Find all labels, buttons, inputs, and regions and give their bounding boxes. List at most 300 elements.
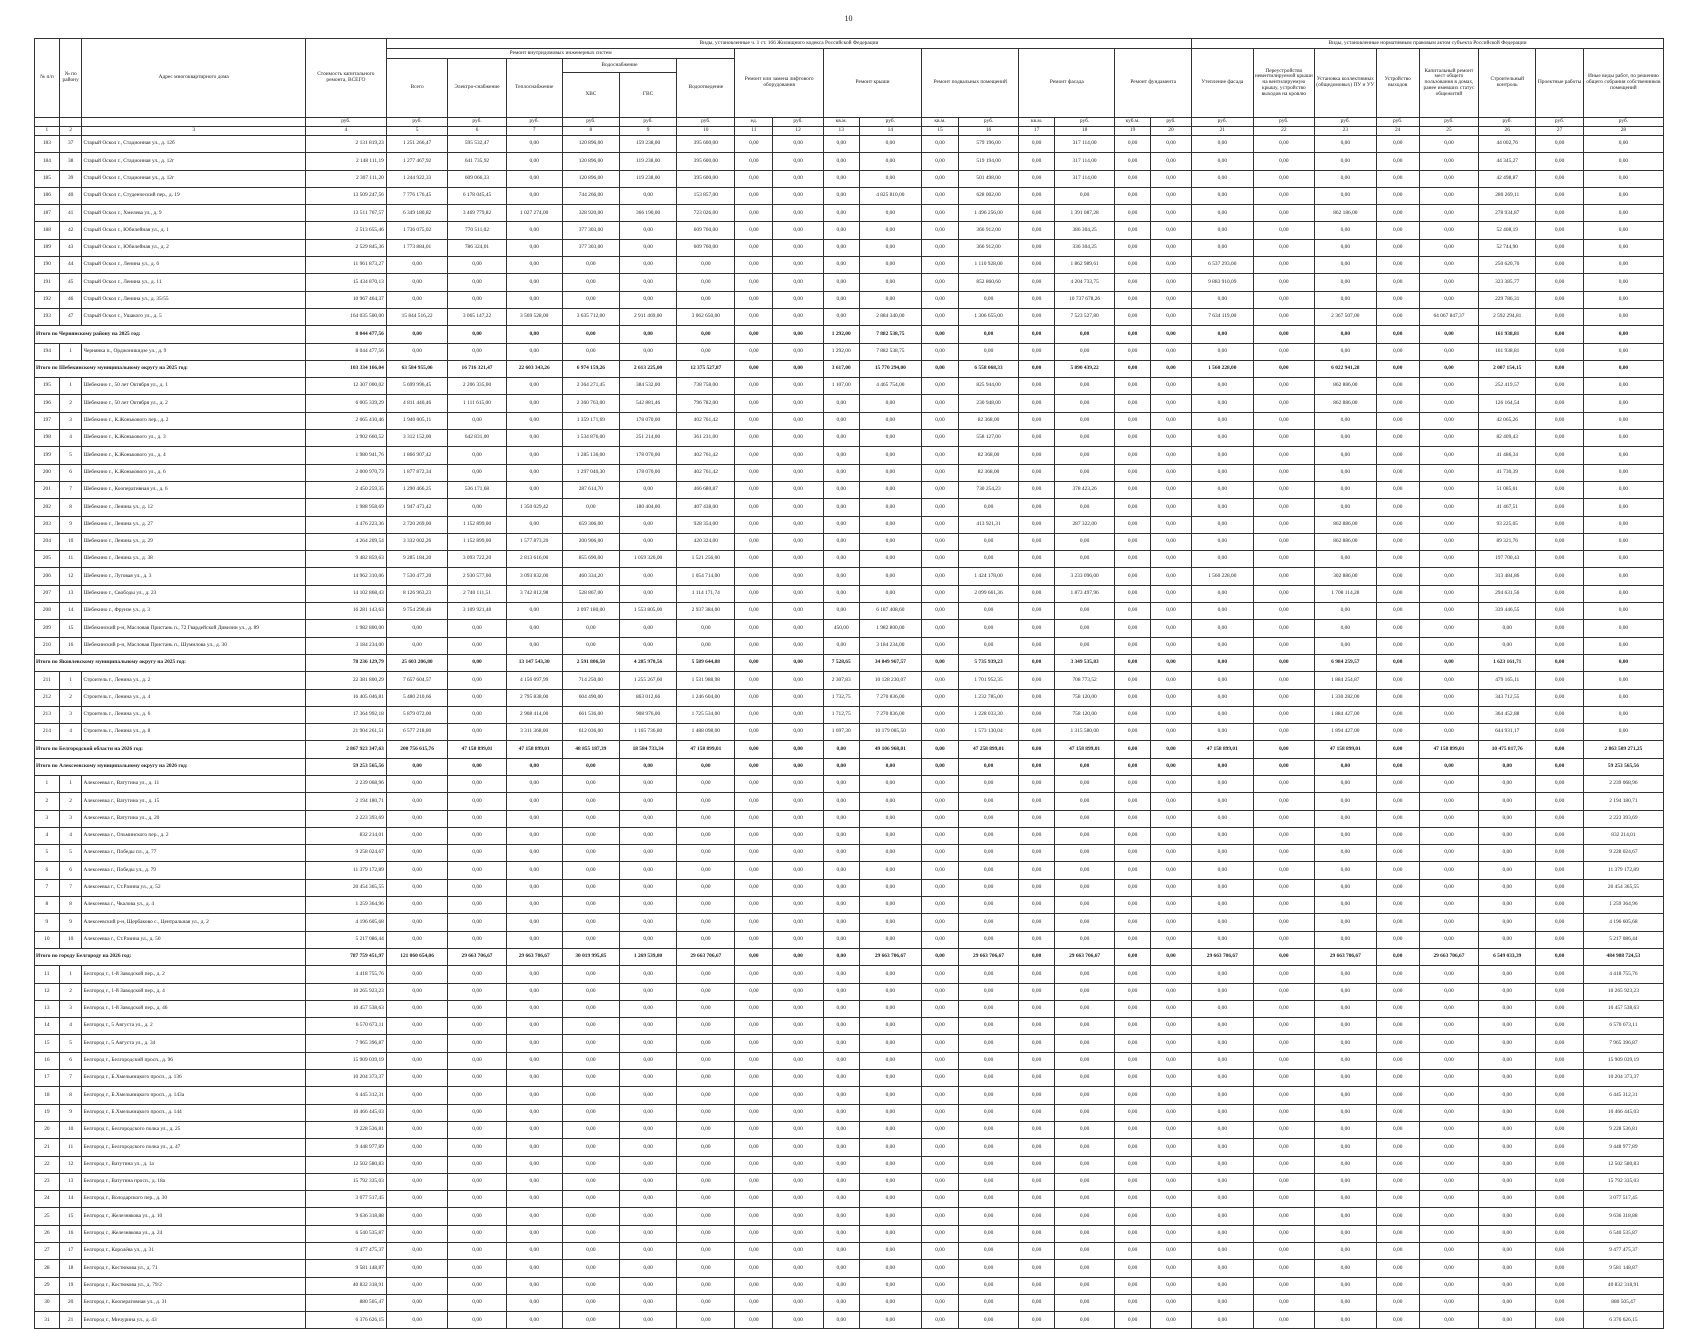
table-cell: 29 663 706,67 (958, 948, 1018, 965)
table-cell: 661 536,00 (562, 706, 619, 723)
unit-label: руб. (1419, 118, 1478, 127)
table-cell: 0,00 (823, 464, 859, 481)
table-cell: 11 (59, 551, 82, 568)
table-cell: 0,00 (1150, 551, 1191, 568)
table-cell: 20 454 365,55 (1583, 879, 1663, 896)
table-cell: 0,00 (859, 983, 922, 1000)
table-cell: 0,00 (823, 966, 859, 983)
column-number: 12 (773, 127, 824, 136)
table-cell: 0,00 (448, 758, 506, 775)
table-cell: 0,00 (1192, 724, 1254, 741)
table-cell: 0,00 (1253, 239, 1315, 256)
table-cell: 0,00 (1536, 1191, 1583, 1208)
table-cell: 278 934,87 (1479, 205, 1536, 222)
table-cell: 0,00 (1315, 1070, 1377, 1087)
table-cell: 0,00 (859, 1191, 922, 1208)
table-cell: 0,00 (1192, 481, 1254, 498)
table-cell: 0,00 (1150, 948, 1191, 965)
table-cell: 0,00 (1536, 464, 1583, 481)
table-cell: 1 701 952,35 (958, 672, 1018, 689)
table-cell: 0,00 (735, 845, 773, 862)
table-cell: 0,00 (735, 412, 773, 429)
table-cell: 0,00 (1115, 724, 1151, 741)
address-cell: Шебекино г., К.Жонькового пер., д. 2 (82, 412, 305, 429)
table-cell: 609 760,00 (677, 239, 735, 256)
table-cell: 0,00 (1536, 153, 1583, 170)
table-cell: 0,00 (1115, 1035, 1151, 1052)
table-cell: 0,00 (1583, 585, 1663, 602)
table-cell: 0,00 (448, 1294, 506, 1311)
table-cell: 1 862 989,61 (1054, 257, 1114, 274)
table-cell: 0,00 (1419, 1260, 1478, 1277)
table-cell: 212 (35, 689, 60, 706)
table-cell: 0,00 (1419, 1121, 1478, 1138)
table-cell: 2 (59, 983, 82, 1000)
table-cell: 0,00 (922, 1243, 959, 1260)
table-cell: 0,00 (1253, 948, 1315, 965)
table-cell: 15 (59, 620, 82, 637)
table-cell: 0,00 (1115, 1208, 1151, 1225)
table-cell: 0,00 (1315, 1018, 1377, 1035)
table-cell: 0,00 (735, 793, 773, 810)
table-cell: 0,00 (1192, 1294, 1254, 1311)
table-cell: 0,00 (1583, 603, 1663, 620)
address-cell: Алексеевка г., Победы ул., д. 79 (82, 862, 305, 879)
table-cell: 0,00 (1536, 914, 1583, 931)
table-cell: 4 156 097,99 (506, 672, 562, 689)
table-cell: 47 (59, 308, 82, 325)
table-cell: 0,00 (448, 931, 506, 948)
table-cell: 0,00 (859, 239, 922, 256)
table-cell: 0,00 (1479, 1191, 1536, 1208)
table-cell: 0,00 (773, 1156, 824, 1173)
table-cell: 0,00 (922, 1173, 959, 1190)
table-cell: 59 253 565,56 (1583, 758, 1663, 775)
table-cell: 0,00 (1150, 637, 1191, 654)
table-cell: 0,00 (922, 1052, 959, 1069)
table-cell: 0,00 (1536, 551, 1583, 568)
table-cell: 0,00 (1253, 170, 1315, 187)
table-cell: 402 761,42 (677, 412, 735, 429)
table-cell: 641 735,92 (448, 153, 506, 170)
table-cell: 0,00 (1054, 430, 1114, 447)
table-cell: 1 290 466,25 (386, 481, 448, 498)
table-cell: 479 165,11 (1479, 672, 1536, 689)
table-row (35, 447, 1664, 464)
table-cell: 0,00 (506, 637, 562, 654)
table-cell: 0,00 (1536, 1312, 1583, 1329)
table-cell: 0,00 (1054, 499, 1114, 516)
table-cell: 0,00 (773, 1191, 824, 1208)
table-cell: 1 114 171,74 (677, 585, 735, 602)
table-cell: 1 560 228,00 (1192, 360, 1254, 377)
column-number: 20 (1150, 127, 1191, 136)
table-cell: 0,00 (1479, 966, 1536, 983)
table-cell: 0,00 (859, 1052, 922, 1069)
table-cell: 0,00 (1536, 291, 1583, 308)
table-cell: 0,00 (1536, 1087, 1583, 1104)
table-cell: 0,00 (1536, 1121, 1583, 1138)
table-cell: 0,00 (1583, 516, 1663, 533)
table-cell: 0,00 (506, 239, 562, 256)
table-cell: 0,00 (1054, 827, 1114, 844)
table-cell: 0,00 (1583, 637, 1663, 654)
table-cell: 1 285 136,00 (562, 447, 619, 464)
table-cell: 82 368,00 (958, 412, 1018, 429)
table-cell: 0,00 (735, 1052, 773, 1069)
address-cell: Белгород г., Б.Хмельницкого просп., д. 136 (82, 1070, 305, 1087)
address-cell: Белгород г., Костюкова ул., д. 71 (82, 1260, 305, 1277)
table-cell: 13 147 543,30 (506, 654, 562, 671)
table-cell: 0,00 (1115, 1087, 1151, 1104)
table-cell: 855 690,00 (562, 551, 619, 568)
table-cell: 0,00 (1150, 291, 1191, 308)
table-cell: 0,00 (773, 827, 824, 844)
table-row (35, 1191, 1664, 1208)
table-cell: 0,00 (506, 1035, 562, 1052)
table-cell: 2 911 469,00 (619, 308, 676, 325)
table-row (35, 274, 1664, 291)
table-cell: 0,00 (1376, 378, 1419, 395)
table-cell: 0,00 (1192, 1225, 1254, 1242)
table-cell: 0,00 (859, 136, 922, 153)
unit-label: руб. (1150, 118, 1191, 127)
table-cell: 0,00 (1253, 879, 1315, 896)
table-cell: 0,00 (1019, 430, 1055, 447)
table-cell: 120 896,00 (562, 170, 619, 187)
table-cell: 38 (59, 153, 82, 170)
column-number: 5 (386, 127, 448, 136)
table-row (35, 879, 1664, 896)
table-cell: 0,00 (1479, 758, 1536, 775)
table-cell: 0,00 (823, 1000, 859, 1017)
table-cell: 0,00 (562, 1294, 619, 1311)
table-cell: 0,00 (1315, 603, 1377, 620)
table-cell: 0,00 (1019, 222, 1055, 239)
table-cell: 0,00 (823, 1156, 859, 1173)
table-cell: 0,00 (735, 1121, 773, 1138)
table-cell: 0,00 (735, 948, 773, 965)
table-cell: 0,00 (1583, 464, 1663, 481)
table-cell: 0,00 (1192, 1121, 1254, 1138)
table-cell: 1 292,00 (823, 343, 859, 360)
table-cell: 0,00 (1253, 1277, 1315, 1294)
table-cell: 0,00 (1019, 291, 1055, 308)
table-cell: 0,00 (823, 1277, 859, 1294)
table-cell: 0,00 (1315, 1208, 1377, 1225)
table-cell: 186 (35, 187, 60, 204)
table-cell: 0,00 (1054, 1087, 1114, 1104)
table-cell: 0,00 (922, 516, 959, 533)
table-cell: 0,00 (1419, 222, 1478, 239)
table-cell: 30 (35, 1294, 60, 1311)
address-cell: Шебекино г., Луговая ул., д. 3 (82, 568, 305, 585)
table-cell: 16 716 321,47 (448, 360, 506, 377)
table-cell: 12 (59, 1156, 82, 1173)
table-cell: 0,00 (773, 758, 824, 775)
table-cell: 0,00 (1479, 1156, 1536, 1173)
table-cell: 0,00 (677, 620, 735, 637)
table-cell: 0,00 (735, 395, 773, 412)
table-cell: 0,00 (506, 1139, 562, 1156)
table-cell: 0,00 (958, 291, 1018, 308)
table-cell: 0,00 (448, 499, 506, 516)
table-cell: 0,00 (735, 1070, 773, 1087)
table-cell: 0,00 (1536, 983, 1583, 1000)
table-cell: 0,00 (859, 412, 922, 429)
table-cell: 0,00 (562, 914, 619, 931)
table-cell: 9 477 475,37 (305, 1243, 386, 1260)
header-col-supervision: Строительный контроль (1479, 49, 1536, 118)
table-cell: 0,00 (773, 187, 824, 204)
table-cell: 0,00 (1019, 274, 1055, 291)
table-cell: 0,00 (823, 1087, 859, 1104)
table-cell: 0,00 (823, 845, 859, 862)
table-cell: 0,00 (735, 706, 773, 723)
table-cell: 0,00 (1536, 1277, 1583, 1294)
table-cell: 1 (59, 343, 82, 360)
table-cell: 0,00 (1376, 1121, 1419, 1138)
table-cell: 0,00 (1150, 257, 1191, 274)
table-cell: 7 634 119,00 (1192, 308, 1254, 325)
table-cell: 0,00 (958, 1087, 1018, 1104)
table-cell: 200 (35, 464, 60, 481)
table-cell: 189 (35, 239, 60, 256)
table-cell: 0,00 (506, 1104, 562, 1121)
table-cell: 0,00 (1536, 1243, 1583, 1260)
table-cell: 0,00 (1419, 1087, 1478, 1104)
table-cell: 0,00 (506, 1156, 562, 1173)
table-cell: 178 070,00 (619, 464, 676, 481)
table-cell: 0,00 (448, 724, 506, 741)
table-row (35, 170, 1664, 187)
table-cell: 0,00 (619, 897, 676, 914)
table-cell: 0,00 (922, 914, 959, 931)
table-cell: 0,00 (773, 620, 824, 637)
table-cell: 0,00 (619, 1087, 676, 1104)
table-cell: 0,00 (619, 879, 676, 896)
table-cell: 0,00 (1019, 1294, 1055, 1311)
column-number: 21 (1192, 127, 1254, 136)
table-cell: 0,00 (562, 1035, 619, 1052)
table-cell: 0,00 (1115, 1312, 1151, 1329)
table-cell: 7 965 396,87 (305, 1035, 386, 1052)
table-cell: 0,00 (1315, 1087, 1377, 1104)
table-cell: 0,00 (1253, 1173, 1315, 1190)
table-cell: 0,00 (1253, 672, 1315, 689)
table-cell: 0,00 (1376, 931, 1419, 948)
table-cell: 0,00 (619, 1260, 676, 1277)
table-cell: 0,00 (735, 810, 773, 827)
unit-label: руб. (859, 118, 922, 127)
table-cell: 0,00 (859, 897, 922, 914)
table-cell: 0,00 (1192, 1173, 1254, 1190)
table-cell: 0,00 (922, 170, 959, 187)
table-cell: 0,00 (1536, 1294, 1583, 1311)
table-cell: 0,00 (1192, 205, 1254, 222)
table-cell: 2 194 180,71 (1583, 793, 1663, 810)
table-cell: 12 (35, 983, 60, 1000)
table-cell: 0,00 (619, 1070, 676, 1087)
table-cell: 1 359 171,69 (562, 412, 619, 429)
table-cell: 0,00 (1419, 810, 1478, 827)
table-cell: 10 128 230,07 (859, 672, 922, 689)
table-cell: 0,00 (1054, 862, 1114, 879)
table-cell: 0,00 (823, 308, 859, 325)
table-cell: 0,00 (735, 1173, 773, 1190)
table-cell: 0,00 (1192, 897, 1254, 914)
column-number: 25 (1419, 127, 1478, 136)
table-cell: 0,00 (1054, 447, 1114, 464)
table-cell: 1 (35, 775, 60, 792)
table-cell: 0,00 (922, 1225, 959, 1242)
table-cell: 0,00 (1253, 1070, 1315, 1087)
table-cell: 0,00 (1192, 1243, 1254, 1260)
table-cell: 0,00 (1150, 1052, 1191, 1069)
table-cell: 0,00 (1419, 603, 1478, 620)
table-cell: 0,00 (823, 1018, 859, 1035)
address-cell: Белгород г., 5 Августа ул., д. 34 (82, 1035, 305, 1052)
header-group-water: Водоснабжение (562, 59, 676, 73)
header-col-meters: Установка коллективных (общедомовых) ПУ и УУ (1315, 49, 1377, 118)
table-cell: 1 940 005,11 (386, 412, 448, 429)
table-cell: 0,00 (1253, 585, 1315, 602)
address-cell: Белгород г., Костюкова ул., д. 79/2 (82, 1277, 305, 1294)
table-cell: 10 (35, 931, 60, 948)
table-cell: 0,00 (619, 966, 676, 983)
table-cell: 0,00 (562, 1018, 619, 1035)
table-cell: 0,00 (823, 914, 859, 931)
table-cell: 2 097 180,00 (562, 603, 619, 620)
table-cell: 0,00 (823, 1035, 859, 1052)
table-cell: 0,00 (958, 1294, 1018, 1311)
table-cell: 0,00 (1150, 1225, 1191, 1242)
table-cell: 0,00 (1376, 291, 1419, 308)
table-cell: 0,00 (1115, 1000, 1151, 1017)
header-group-federal: Виды, установленные ч. 1 ст. 166 Жилищного кодекса Российской Федерации (386, 39, 1191, 49)
table-cell: 0,00 (1115, 603, 1151, 620)
subtotal-row (35, 654, 1664, 671)
table-cell: 0,00 (562, 862, 619, 879)
table-cell: 0,00 (1479, 983, 1536, 1000)
unit-label: руб. (619, 118, 676, 127)
unit-label: руб. (1054, 118, 1114, 127)
column-number: 4 (305, 127, 386, 136)
table-cell: 0,00 (1419, 291, 1478, 308)
header-col-hvs: ХВС (562, 73, 619, 118)
table-cell: 0,00 (922, 360, 959, 377)
table-cell: 536 171,68 (448, 481, 506, 498)
table-cell: 0,00 (859, 170, 922, 187)
table-cell: 0,00 (386, 1294, 448, 1311)
table-cell: 0,00 (823, 395, 859, 412)
table-cell: 0,00 (958, 343, 1018, 360)
table-cell: 4 204 733,75 (1054, 274, 1114, 291)
table-cell: 178 070,00 (619, 447, 676, 464)
table-cell: 0,00 (1019, 810, 1055, 827)
table-cell: 0,00 (1253, 499, 1315, 516)
table-cell: 0,00 (823, 879, 859, 896)
table-cell: 0,00 (506, 862, 562, 879)
table-cell: 0,00 (1253, 326, 1315, 343)
table-cell: 0,00 (1115, 1225, 1151, 1242)
table-cell: 0,00 (1315, 481, 1377, 498)
table-cell: 0,00 (1479, 1312, 1536, 1329)
table-cell: 2 863 509 271,25 (1583, 741, 1663, 758)
address-cell: Строитель г., Ленина ул., д. 2 (82, 672, 305, 689)
table-cell: 0,00 (1019, 879, 1055, 896)
table-cell: 1 697,30 (823, 724, 859, 741)
table-cell: 0,00 (1419, 1277, 1478, 1294)
table-cell: 0,00 (1192, 775, 1254, 792)
table-cell: 0,00 (448, 274, 506, 291)
table-cell: 0,00 (735, 291, 773, 308)
table-cell: 0,00 (1115, 1018, 1151, 1035)
table-cell: 0,00 (386, 1052, 448, 1069)
table-cell: 0,00 (1253, 568, 1315, 585)
column-number: 23 (1315, 127, 1377, 136)
table-cell: 43 (59, 239, 82, 256)
table-cell: 0,00 (773, 1277, 824, 1294)
table-cell: 0,00 (1054, 464, 1114, 481)
table-cell: 0,00 (1192, 827, 1254, 844)
table-cell: 0,00 (1536, 897, 1583, 914)
table-cell: 0,00 (1115, 983, 1151, 1000)
table-cell: 0,00 (922, 136, 959, 153)
table-cell: 0,00 (562, 291, 619, 308)
table-cell: 0,00 (619, 1052, 676, 1069)
table-cell: 0,00 (1419, 706, 1478, 723)
table-cell: 0,00 (1419, 1173, 1478, 1190)
table-cell: 0,00 (773, 464, 824, 481)
table-cell: 0,00 (1150, 1087, 1191, 1104)
table-cell: 0,00 (677, 1173, 735, 1190)
table-cell: 0,00 (922, 291, 959, 308)
table-cell: 0,00 (958, 1260, 1018, 1277)
table-cell: 0,00 (619, 1156, 676, 1173)
table-cell: 0,00 (619, 274, 676, 291)
table-cell: 0,00 (1376, 620, 1419, 637)
table-cell: 0,00 (1419, 1156, 1478, 1173)
table-cell: 0,00 (823, 257, 859, 274)
table-cell: 7 523 527,80 (1054, 308, 1114, 325)
table-cell: 0,00 (386, 257, 448, 274)
table-cell: 0,00 (386, 637, 448, 654)
table-cell: 0,00 (1054, 775, 1114, 792)
table-cell: 0,00 (1536, 499, 1583, 516)
table-cell: 0,00 (773, 654, 824, 671)
table-cell: 0,00 (1019, 326, 1055, 343)
table-cell: 2 (59, 793, 82, 810)
table-cell: 0,00 (1054, 551, 1114, 568)
table-cell: 0,00 (506, 931, 562, 948)
table-cell: 8 (35, 897, 60, 914)
table-cell: 384 532,00 (619, 378, 676, 395)
units-blank (82, 118, 305, 127)
table-cell: 0,00 (1536, 758, 1583, 775)
table-cell: 0,00 (735, 724, 773, 741)
table-row (35, 1225, 1664, 1242)
table-cell: 0,00 (735, 1294, 773, 1311)
header-col-pipes: Устройство выходов (1376, 49, 1419, 118)
table-cell: 0,00 (859, 827, 922, 844)
table-cell: 0,00 (1376, 516, 1419, 533)
table-cell: 0,00 (773, 706, 824, 723)
table-cell: 0,00 (1019, 308, 1055, 325)
table-cell: 191 (35, 274, 60, 291)
table-cell: 0,00 (1192, 136, 1254, 153)
table-row (35, 1052, 1664, 1069)
